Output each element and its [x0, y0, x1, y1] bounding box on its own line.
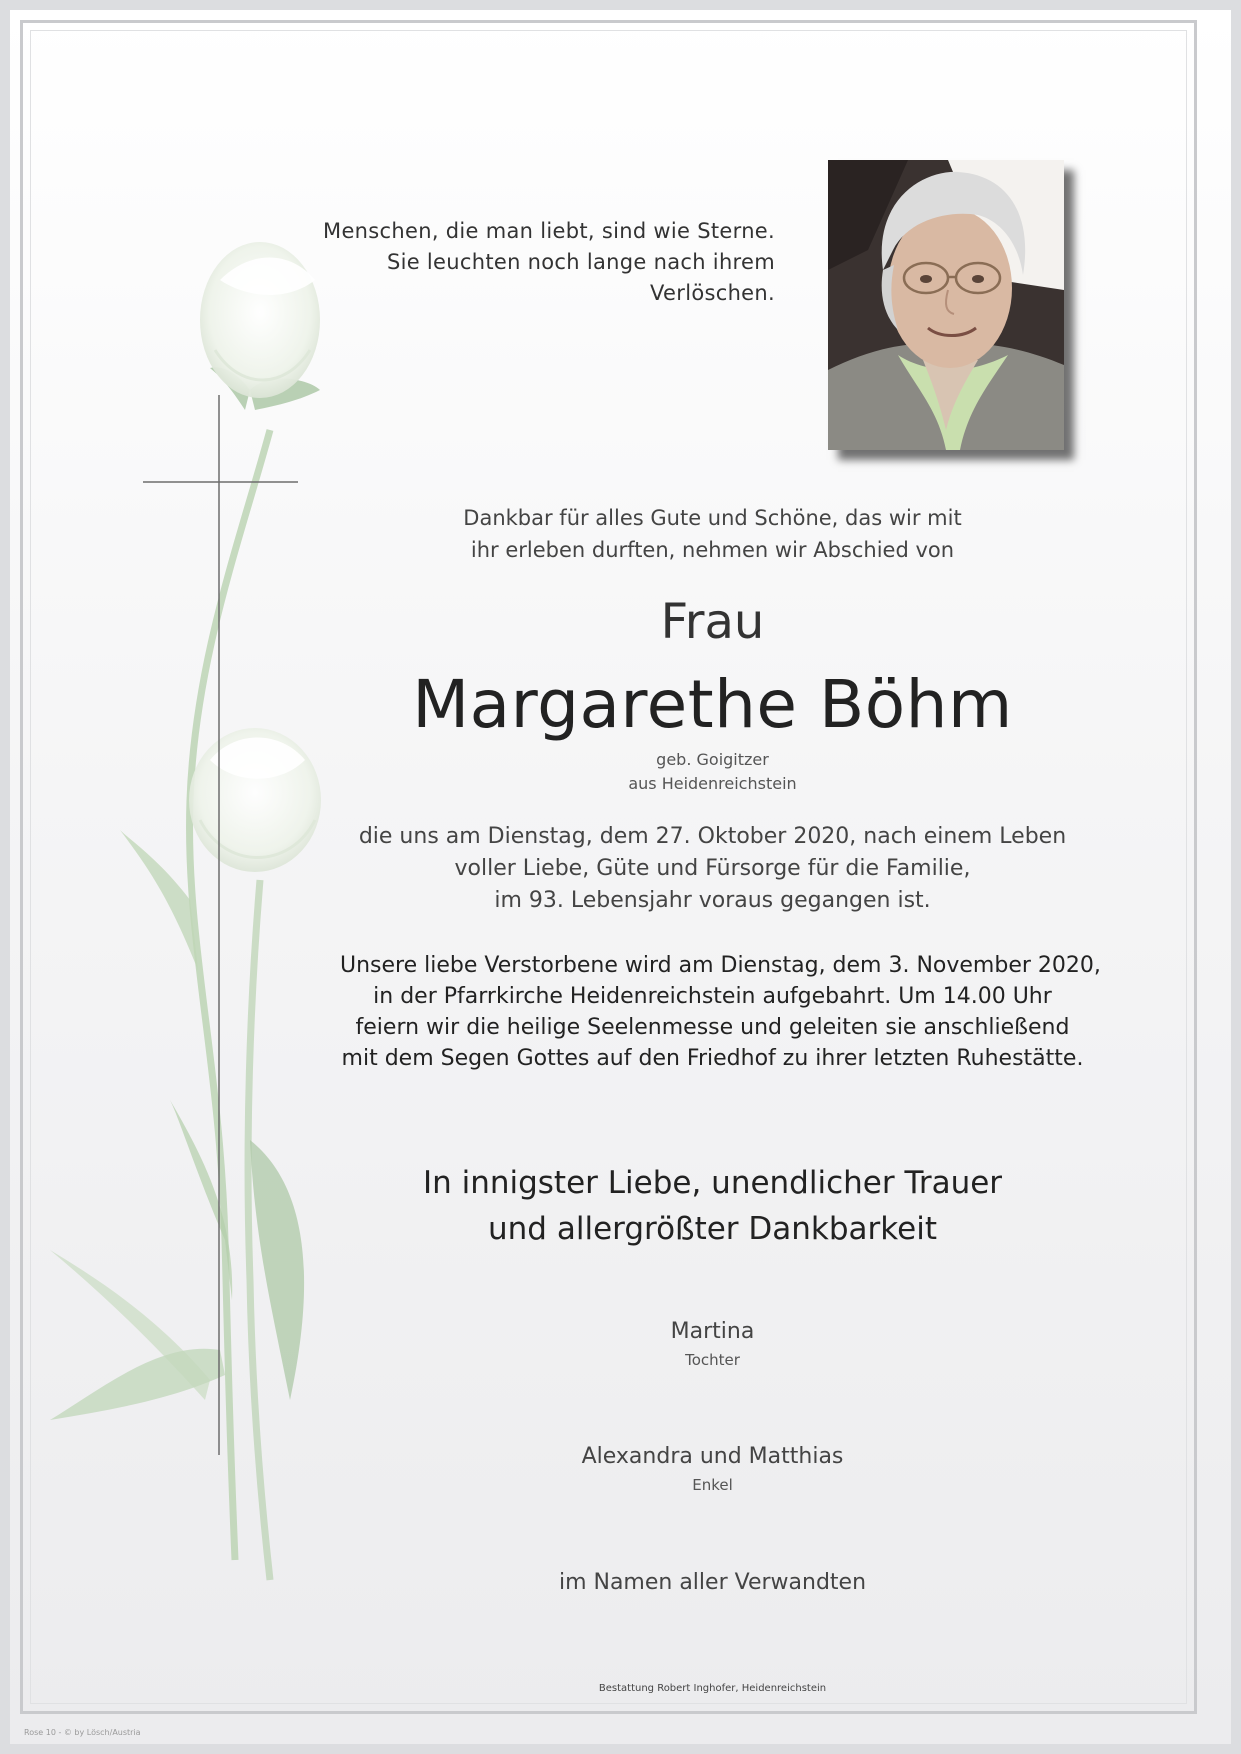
- deceased-name: Margarethe Böhm: [412, 666, 1013, 743]
- quote-line: Verlöschen.: [650, 281, 775, 305]
- funeral-line: in der Pfarrkirche Heidenreichstein aufgebahrt. Um 14.00 Uhr: [373, 984, 1052, 1009]
- funeral-line: feiern wir die heilige Seelenmesse und geleiten sie anschließend: [355, 1015, 1070, 1040]
- memorial-quote: [210, 216, 775, 309]
- closing-line: In innigster Liebe, unendlicher Trauer: [422, 1165, 1003, 1201]
- death-line: im 93. Lebensjahr voraus gegangen ist.: [494, 888, 931, 913]
- intro-text: [340, 502, 1085, 566]
- quote-line: Menschen, die man liebt, sind wie Sterne.: [323, 219, 775, 243]
- quote-line: Sie leuchten noch lange nach ihrem: [386, 250, 775, 274]
- leaf: [120, 830, 198, 970]
- intro-line: ihr erleben durften, nehmen wir Abschied von: [470, 538, 955, 562]
- salutation: Frau: [660, 594, 765, 650]
- rose-cross-illustration: [20, 240, 340, 1600]
- death-line: die uns am Dienstag, dem 27. Oktober 2020, nach einem Leben: [358, 824, 1067, 849]
- intro-line: Dankbar für alles Gute und Schöne, das wir mit: [463, 506, 962, 530]
- mourner-name: Alexandra und Matthias: [581, 1444, 844, 1469]
- mourner-role: Enkel: [692, 1476, 733, 1494]
- funeral-line: Unsere liebe Verstorbene wird am Dienstag, dem 3. November 2020,: [340, 953, 1101, 978]
- origin: aus Heidenreichstein: [628, 774, 797, 793]
- image-credit: Rose 10 - © by Lösch/Austria: [24, 1728, 141, 1737]
- leaf: [250, 1140, 304, 1400]
- funeral-details: [340, 950, 1101, 1074]
- death-notice: [340, 821, 1085, 917]
- undertaker-credit: Bestattung Robert Inghofer, Heidenreichstein: [598, 1683, 827, 1694]
- death-line: voller Liebe, Güte und Fürsorge für die Familie,: [454, 856, 971, 881]
- rose-lower: [189, 728, 321, 872]
- mourner-name: Martina: [670, 1319, 755, 1344]
- relatives-line: im Namen aller Verwandten: [558, 1570, 867, 1595]
- closing-line: und allergrößter Dankbarkeit: [488, 1211, 937, 1247]
- birth-name: geb. Goigitzer: [656, 750, 769, 769]
- funeral-line: mit dem Segen Gottes auf den Friedhof zu ihrer letzten Ruhestätte.: [341, 1046, 1084, 1071]
- portrait-photo: [828, 160, 1064, 450]
- closing-statement: [340, 1160, 1085, 1252]
- mourner-role: Tochter: [685, 1351, 740, 1369]
